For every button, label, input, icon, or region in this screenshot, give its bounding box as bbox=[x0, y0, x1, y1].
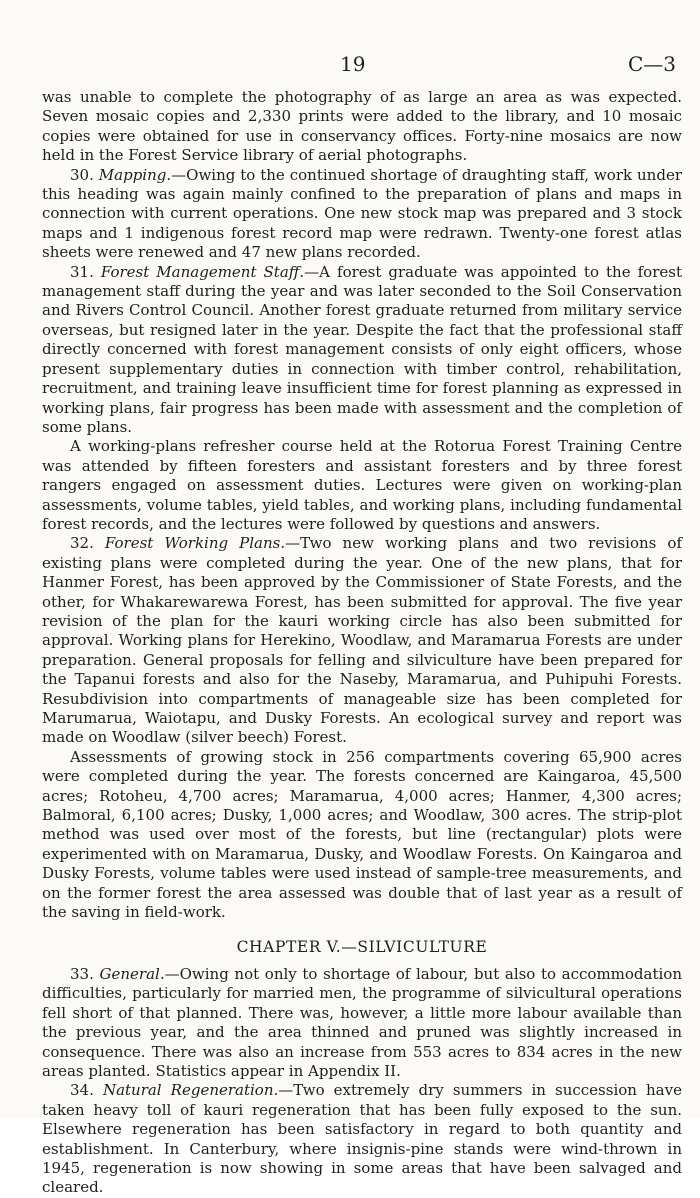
paragraph-text: —Two new working plans and two revisions of existing plans were completed during the year. One of the new plans, that for Hanmer Forest, has been approved by the Commissioner of State Forests, and the other, for Whakarewarewa Forest, has been submitted for approval. The five year revision of the plan for the kauri working circle has also been submitted for approval. Working plans for Herekino, Woodlaw, and Maramarua Forests are under preparation. General proposals for felling and silviculture have been prepared for the Tapanui forests and also for the Naseby, Maramarua, and Puhipuhi Forests. Resubdivision into compartments of manageable size has been completed for Marumarua, Waiotapu, and Dusky Forests. An ecological survey and report was made on Woodlaw (silver beech) Forest. bbox=[42, 534, 683, 747]
paragraph-31-refresher-course: A working-plans refresher course held at the Rotorua Forest Training Centre was attended by fifteen foresters and assistant foresters and by three forest rangers engaged on assessment duties. Lectures were given on working-plan assessments, volume tables, yield tables, and working plans, including fundamental forest records, and the lectures were followed by questions and answers. bbox=[42, 437, 682, 533]
paragraph-text: —Two extremely dry summers in succession have taken heavy toll of kauri regeneration that has been fully exposed to the sun. Elsewhere regeneration has been satisfactory in regard to both quantity and establishment. In Canterbury, where insignis-pine stands were wind-thrown in 1945, regeneration is now showing in some areas that have been salvaged and cleared. bbox=[42, 1081, 682, 1197]
paragraph-title: Natural Regeneration. bbox=[102, 1081, 279, 1100]
paragraph-number: 31. bbox=[70, 262, 94, 281]
paragraph-text: —A forest graduate was appointed to the forest management staff during the year and was later seconded to the Soil Conservation and Rivers Control Council. Another forest graduate returned from military service overseas, but resigned later in the year. Despite the fact that the professional staff directly concerned with forest management consists of only eight officers, whose present supplementary duties in connection with timber control, rehabilitation, recruitment, and training leave insufficient time for forest planning as expressed in working plans, fair progress has been made with assessment and the completion of some plans. bbox=[42, 262, 682, 436]
paragraph-number: 33. bbox=[70, 964, 94, 983]
paragraph-32-forest-working-plans bbox=[42, 534, 682, 747]
paragraph-32-assessments: Assessments of growing stock in 256 compartments covering 65,900 acres were completed during the year. The forests concerned are Kaingaroa, 45,500 acres; Rotoheu, 4,700 acres; Maramarua, 4,000 acres; Hanmer, 4,300 acres; Balmoral, 6,100 acres; Dusky, 1,000 acres; and Woodlaw, 300 acres. The strip-plot method was used over most of the forests, but line (rectangular) plots were experimented with on Maramarua, Dusky, and Woodlaw Forests. On Kaingaroa and Dusky Forests, volume tables were used instead of sample-tree measurements, and on the former forest the area assessed was double that of last year as a result of the saving in field-work. bbox=[42, 747, 682, 922]
paragraph-continued: was unable to complete the photography of as large an area as was expected. Seven mosaic copies and 2,330 prints were added to the library, and 10 mosaic copies were obtained for use in conservancy offices. Forty-nine mosaics are now held in the Forest Service library of aerial photographs. bbox=[42, 88, 682, 165]
paragraph-number: 34. bbox=[70, 1081, 94, 1100]
paragraph-title: Mapping. bbox=[98, 165, 172, 184]
paragraph-title: General. bbox=[99, 964, 165, 983]
paragraph-33-general bbox=[42, 965, 682, 1081]
body-text bbox=[42, 88, 682, 1198]
paragraph-34-natural-regeneration bbox=[42, 1081, 682, 1197]
paragraph-number: 32. bbox=[70, 534, 94, 553]
paragraph-number: 30. bbox=[70, 165, 94, 184]
page-number: 19 bbox=[340, 52, 366, 76]
paragraph-30-mapping bbox=[42, 166, 682, 263]
paragraph-text: —Owing not only to shortage of labour, but also to accommodation difficulties, particularly for married men, the programme of silvicultural operations fell short of that planned. There was, however, a little more labour available than the previous year, and the area thinned and pruned was slightly increased in consequence. There was also an increase from 553 acres to 834 acres in the new areas planted. Statistics appear in Appendix II. bbox=[42, 964, 682, 1080]
chapter-heading: CHAPTER V.—SILVICULTURE bbox=[236, 938, 488, 957]
paragraph-title: Forest Management Staff. bbox=[100, 262, 305, 281]
paragraph-text: —Owing to the continued shortage of draughting staff, work under this heading was again mainly confined to the preparation of plans and maps in connection with current operations. One new stock map was prepared and 3 stock maps and 1 indigenous forest record map were redrawn. Twenty-one forest atlas sheets were renewed and 47 new plans recorded. bbox=[42, 165, 682, 262]
paragraph-31-forest-management-staff bbox=[42, 263, 682, 438]
paragraph-title: Forest Working Plans. bbox=[104, 534, 286, 553]
page-header bbox=[0, 52, 700, 76]
report-code: C—3 bbox=[627, 52, 676, 76]
